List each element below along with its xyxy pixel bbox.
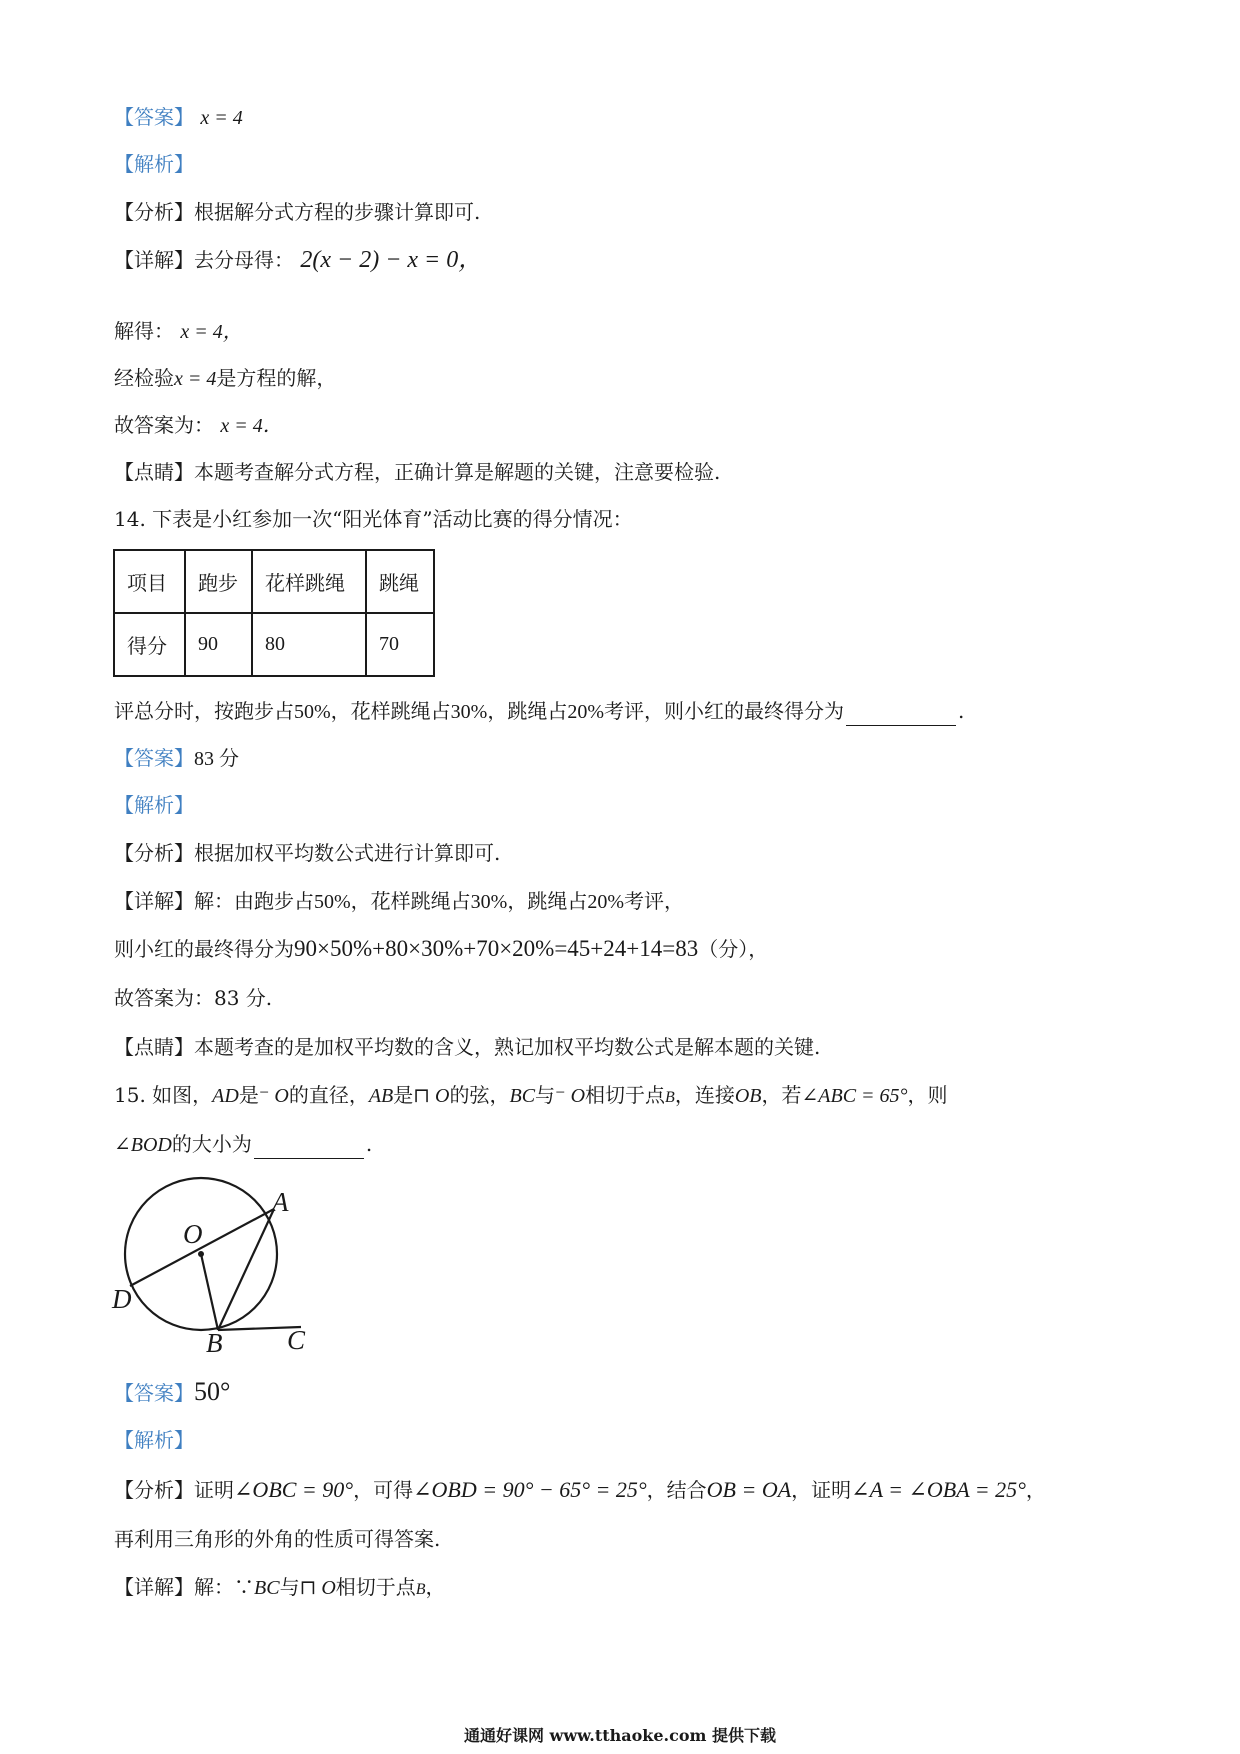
label-B: B (206, 1328, 223, 1355)
label-A: A (272, 1187, 289, 1217)
xiangjie-text: ，花样跳绳占 (350, 889, 471, 913)
math: ∠OBC = 90° (234, 1477, 354, 1502)
dianjing-text: 本题考查的是加权平均数的含义，熟记加权平均数公式是解本题的关键. (194, 1035, 821, 1059)
table-cell: 项目 (114, 550, 185, 613)
xiangjie-text: ， (425, 1575, 446, 1599)
fenxi-text: 证明 (194, 1478, 234, 1502)
math: ⊓ O (299, 1577, 336, 1599)
q15-xiangjie-line (114, 1573, 446, 1604)
footer-watermark: 通通好课网 www.tthaoke.com 提供下载 (463, 1726, 777, 1745)
final-label: 故答案为： (114, 413, 214, 437)
xiangjie-text: 与 (279, 1575, 300, 1599)
q14-final-line: 故答案为：83 分. (114, 986, 273, 1010)
percent: 30% (470, 891, 508, 913)
q14-stem2 (114, 697, 964, 726)
table-cell: 跑步 (185, 550, 252, 613)
jiede-label: 解得： (114, 319, 174, 343)
geometry-diagram (105, 1165, 325, 1355)
calc-math: 90×50%+80×30%+70×20%=45+24+14=83 (294, 936, 699, 961)
xiangjie-text: 相切于点 (335, 1575, 416, 1599)
analysis-tag: 【解析】 (114, 152, 194, 176)
stem-text: ，若 (761, 1083, 802, 1107)
q15-fenxi-line (114, 1476, 1046, 1504)
final-math: x = 4． (220, 415, 283, 437)
q15-stem-line2 (114, 1130, 372, 1159)
dianjing-tag: 【点睛】 (114, 460, 194, 484)
q13-xiangjie-line (114, 246, 482, 274)
table-cell: 得分 (114, 613, 185, 676)
math: ∠OBD = 90° − 65° = 25° (413, 1477, 647, 1502)
stem-text: 的直径， (288, 1083, 369, 1107)
fenxi-text: 根据加权平均数公式进行计算即可. (194, 841, 501, 865)
fenxi-text: ，证明 (791, 1478, 852, 1502)
check-math: x = 4 (174, 368, 217, 390)
stem-text: . (365, 1132, 373, 1156)
stem-text: 考评，则小红的最终得分为 (604, 699, 845, 723)
math: OB (734, 1085, 762, 1107)
q13-final-line (114, 411, 283, 440)
answer-blank (846, 705, 956, 726)
dianjing-text: 本题考查解分式方程，正确计算是解题的关键，注意要检验. (194, 460, 721, 484)
q15-stem-line1 (114, 1081, 948, 1112)
answer-value: x = 4 (200, 107, 243, 129)
answer-value: 83 分 (194, 748, 239, 770)
label-C: C (287, 1325, 306, 1355)
fenxi-text: ，可得 (353, 1478, 414, 1502)
xiangjie-text: 考评， (624, 889, 685, 913)
math: ∠A = ∠OBA = 25° (851, 1477, 1026, 1502)
stem-text: ，花样跳绳占 (330, 699, 451, 723)
label-O: O (183, 1219, 203, 1249)
math: BC (254, 1577, 280, 1599)
table-cell: 花样跳绳 (252, 550, 366, 613)
check-prefix: 经检验 (114, 366, 174, 390)
answer-tag: 【答案】 (114, 105, 194, 129)
q15-answer-line (114, 1378, 230, 1407)
q15-fenxi-line2: 再利用三角形的外角的性质可得答案. (114, 1527, 441, 1551)
q14-dianjing-line (114, 1033, 820, 1061)
math: OB = OA (706, 1477, 792, 1502)
calc-suffix: （分）， (698, 937, 769, 961)
math: AD (212, 1085, 239, 1107)
fenxi-text: ， (1025, 1478, 1046, 1502)
math: ∠BOD (114, 1134, 172, 1156)
math: B (665, 1089, 675, 1106)
table-row (114, 550, 434, 613)
q15-analysis-tag (114, 1426, 194, 1454)
check-suffix: 是方程的解， (216, 366, 337, 390)
dianjing-tag: 【点睛】 (114, 1035, 194, 1059)
stem-text: 是 (238, 1083, 259, 1107)
jiede-math: x = 4， (180, 321, 243, 343)
q13-analysis-tag (114, 150, 194, 178)
xiangjie-text: ，跳绳占 (507, 889, 588, 913)
q14-stem: 14. 下表是小红参加一次“阳光体育”活动比赛的得分情况： (114, 507, 633, 531)
fenxi-text: 根据解分式方程的步骤计算即可. (194, 200, 481, 224)
xiangjie-tag: 【详解】 (114, 1575, 194, 1599)
stem-text: 相切于点 (585, 1083, 666, 1107)
stem-text: 15. 如图， (114, 1083, 213, 1107)
fenxi-tag: 【分析】 (114, 841, 194, 865)
q14-analysis-tag (114, 791, 194, 819)
q13-check-line (114, 364, 336, 393)
answer-value: 50° (194, 1377, 231, 1406)
fenxi-tag: 【分析】 (114, 1478, 194, 1502)
xiangjie-text: 解：∵ (194, 1575, 254, 1599)
math: AB (368, 1085, 394, 1107)
stem-text: 与 (535, 1083, 556, 1107)
q14-answer-line (114, 744, 239, 773)
xiangjie-tag: 【详解】 (114, 248, 194, 272)
math: BC (509, 1085, 536, 1107)
math: ⁻ O (555, 1085, 586, 1107)
percent: 50% (314, 891, 351, 913)
table-cell: 90 (185, 613, 252, 676)
table-row (114, 613, 434, 676)
stem-text: 的弦， (449, 1083, 510, 1107)
q14-calc-line (114, 935, 768, 963)
answer-tag: 【答案】 (114, 746, 194, 770)
q13-answer-line (114, 103, 243, 132)
stem-text: . (958, 699, 965, 723)
table-cell: 80 (252, 613, 366, 676)
percent: 30% (450, 701, 488, 723)
percent: 50% (294, 701, 331, 723)
math: ⁻ O (258, 1085, 289, 1107)
fenxi-text: ，结合 (646, 1478, 707, 1502)
stem-text: ，跳绳占 (487, 699, 568, 723)
score-table (113, 549, 435, 677)
center-dot (198, 1251, 204, 1257)
percent: 20% (587, 891, 625, 913)
q13-jiede-line (114, 317, 243, 346)
table-cell: 70 (366, 613, 434, 676)
analysis-tag: 【解析】 (114, 793, 194, 817)
chord-AB (218, 1209, 274, 1330)
q13-dianjing-line (114, 458, 720, 486)
answer-blank (254, 1138, 364, 1159)
answer-tag: 【答案】 (114, 1381, 194, 1405)
stem-text: ，则 (907, 1083, 948, 1107)
xiangjie-equation: 2(x − 2) − x = 0， (300, 247, 483, 273)
analysis-tag: 【解析】 (114, 1428, 194, 1452)
fenxi-tag: 【分析】 (114, 200, 194, 224)
math: ⊓ O (413, 1085, 450, 1107)
q14-fenxi-line (114, 839, 500, 867)
label-D: D (112, 1284, 132, 1314)
stem-text: 是 (393, 1083, 414, 1107)
math: B (415, 1581, 426, 1598)
segment-OB (201, 1254, 218, 1330)
percent: 20% (567, 701, 605, 723)
xiangjie-text: 解：由跑步占 (194, 889, 314, 913)
stem-text: 的大小为 (171, 1132, 252, 1156)
stem-text: ，连接 (674, 1083, 735, 1107)
xiangjie-text: 去分母得： (194, 248, 294, 272)
table-cell: 跳绳 (366, 550, 434, 613)
math: ∠ABC = 65° (801, 1085, 908, 1107)
q14-xiangjie-line (114, 887, 684, 916)
xiangjie-tag: 【详解】 (114, 889, 194, 913)
q13-fenxi-line (114, 198, 480, 226)
calc-prefix: 则小红的最终得分为 (114, 937, 294, 961)
stem-text: 评总分时，按跑步占 (114, 699, 294, 723)
